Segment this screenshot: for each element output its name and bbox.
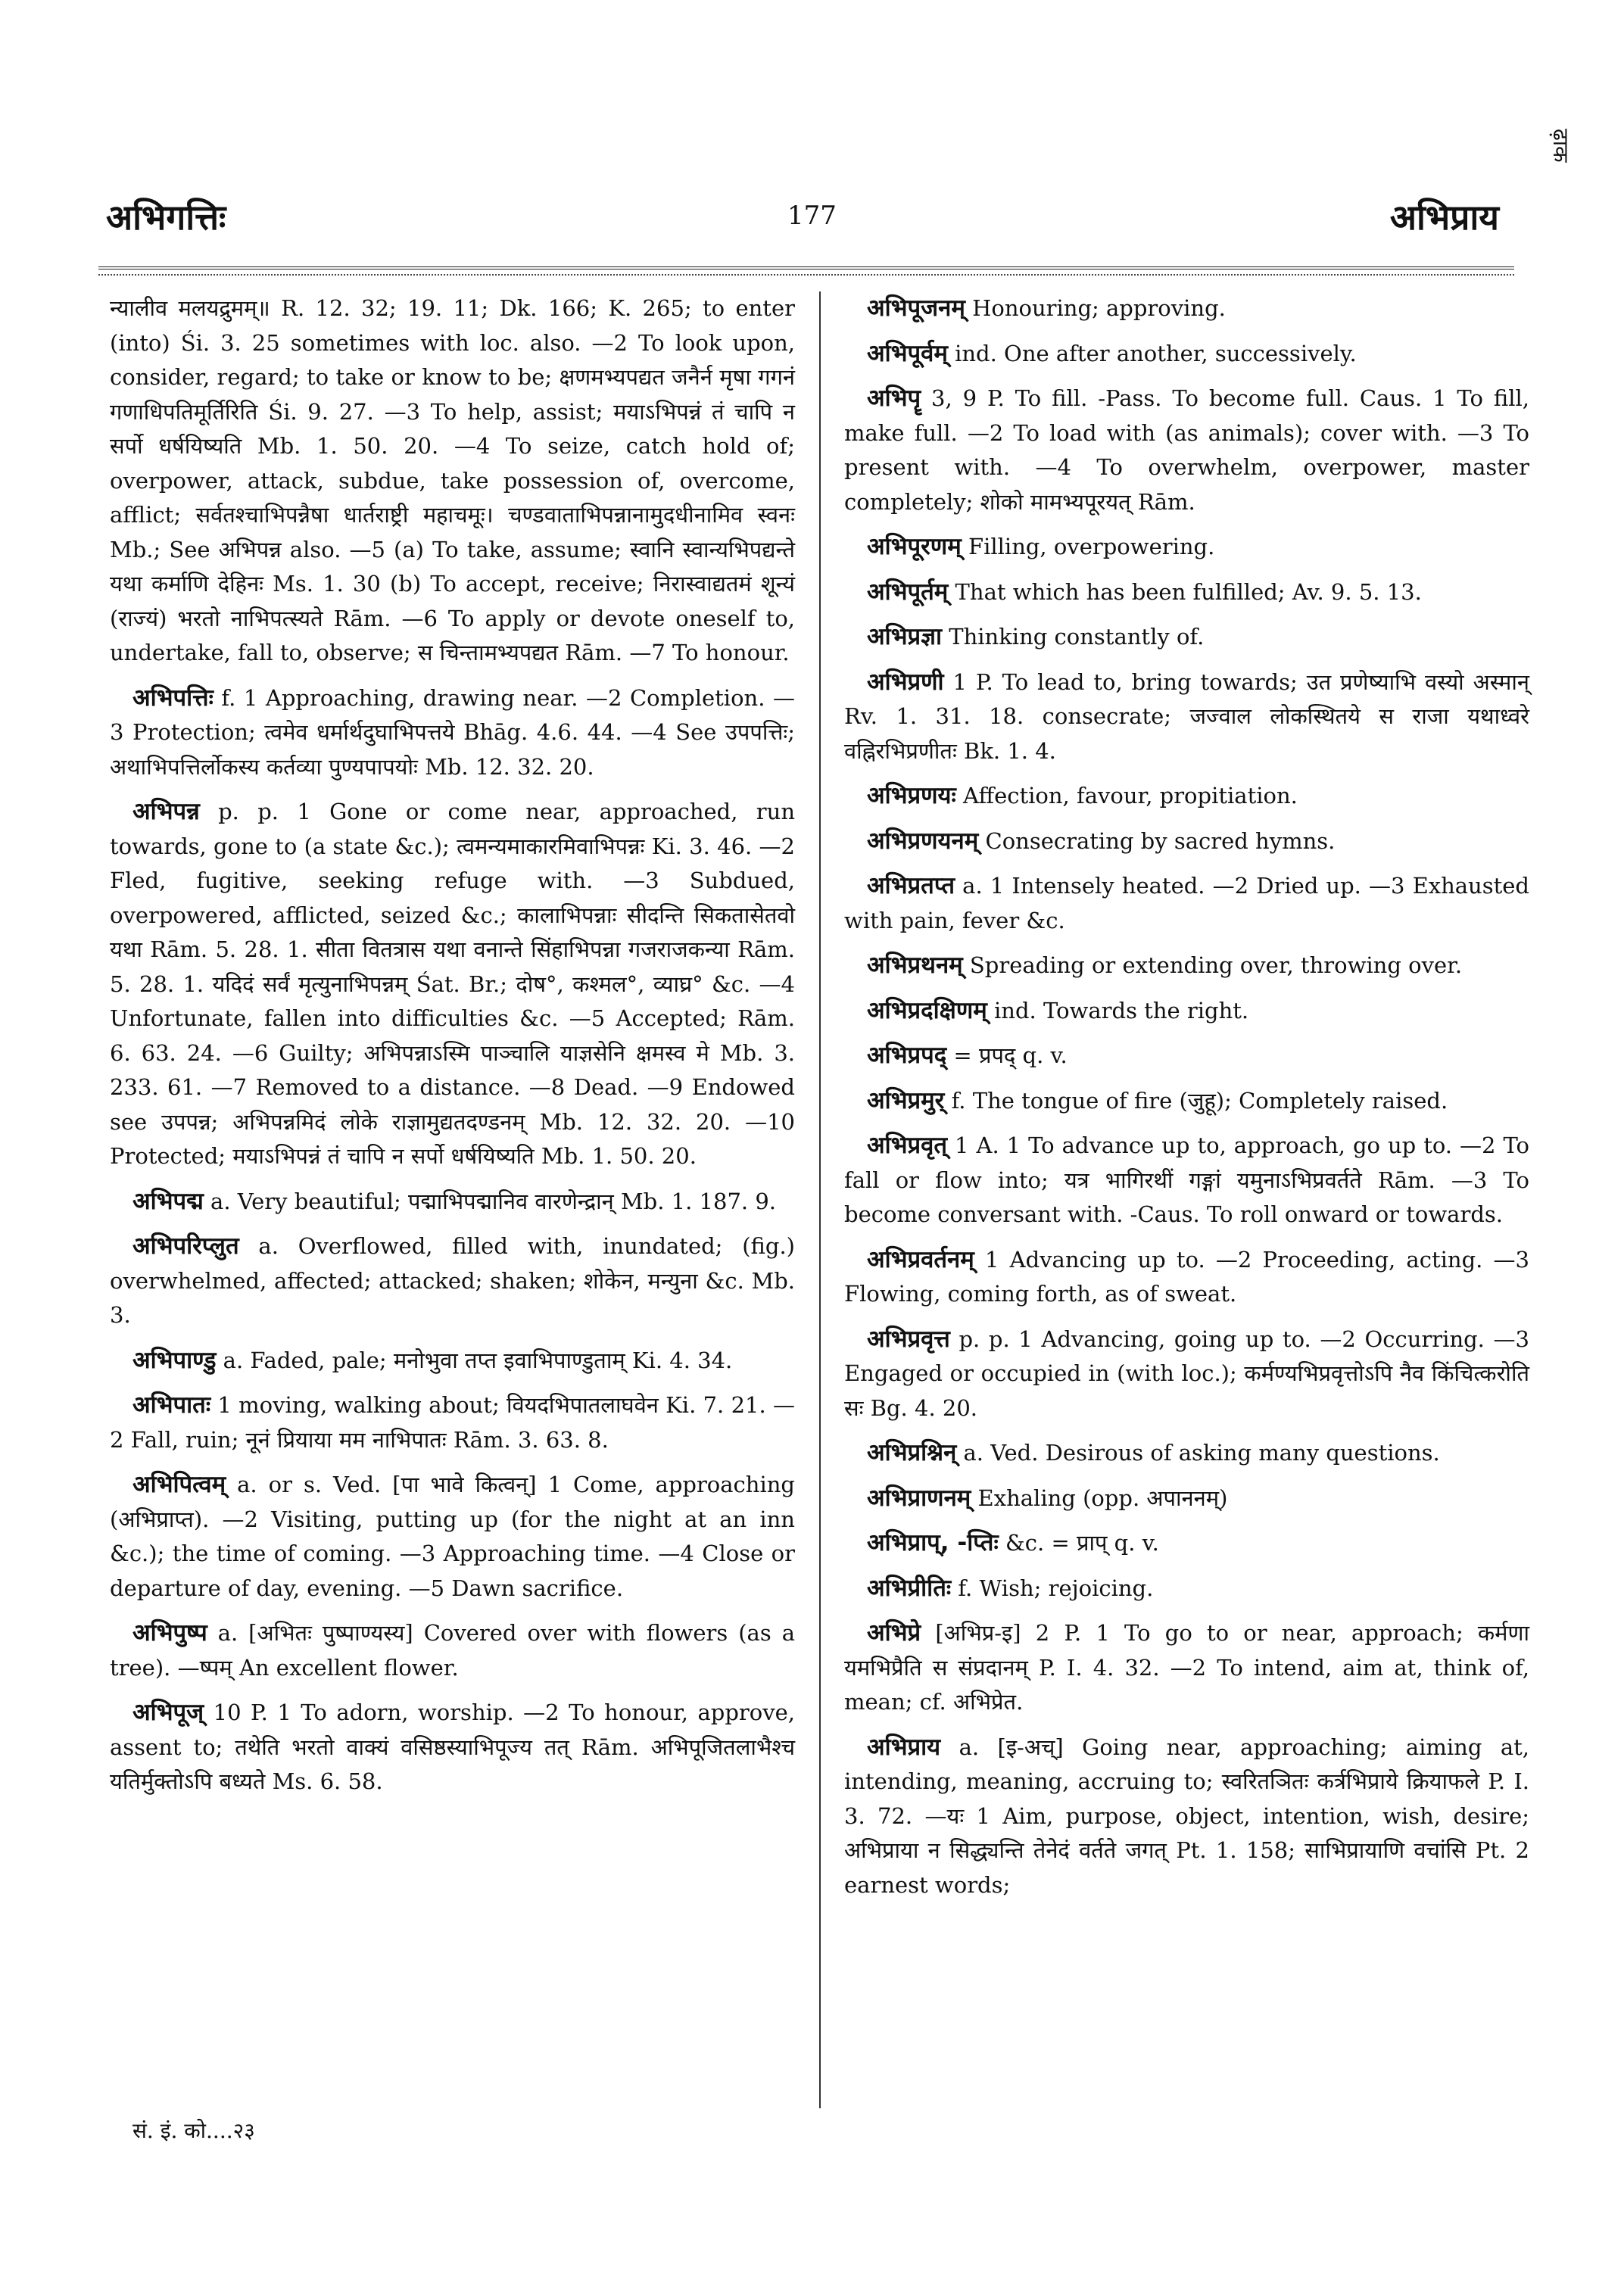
entry-definition: 1 moving, walking about; वियदभिपातलाघवेन Ki. 7. 21. —2 Fall, ruin; नूनं प्रियाया मम नाभिपातः Rām. 3. 63. 8. (110, 1392, 795, 1453)
entry-definition: a. 1 Intensely heated. —2 Dried up. —3 Exhausted with pain, fever &c. (844, 873, 1529, 933)
entry-definition: ind. Towards the right. (987, 997, 1249, 1023)
dictionary-entry (844, 1243, 1529, 1312)
entry-headword: अभिपरिप्लुत (132, 1232, 239, 1260)
entry-definition: a. Ved. Desirous of asking many questions. (956, 1440, 1440, 1466)
dictionary-entry (110, 1344, 795, 1379)
printer-signature: सं. इं. को....२३ (132, 2118, 255, 2143)
entry-headword: अभिपित्वम् (132, 1471, 226, 1498)
entry-definition: a. [अभितः पुष्पाण्यस्य] Covered over with flowers (as a tree). —ष्पम् An excellent flower. (110, 1620, 795, 1681)
entry-headword: अभिप्रीतिः (867, 1574, 952, 1602)
entry-definition: f. Wish; rejoicing. (951, 1575, 1154, 1601)
dictionary-entry (110, 1468, 795, 1606)
entry-definition: &c. = प्राप् q. v. (998, 1530, 1159, 1556)
entry-definition: 3, 9 P. To fill. -Pass. To become full. Caus. 1 To fill, make full. —2 To load with (as animals); cover with. —3 To present with. —4 To overwhelm, overpower, master completely; शोको मामभ्यपूरयत् Rām. (844, 385, 1529, 515)
entry-definition: a. Overflowed, filled with, inundated; (fig.) overwhelmed, affected; attacked; shaken; शोकेन, मन्युना &c. Mb. 3. (110, 1233, 795, 1328)
left-guide-word: अभिगत्तिः (106, 197, 226, 238)
entry-headword: अभिप्रतप्त (867, 872, 955, 899)
page-number: 177 (787, 201, 837, 231)
dictionary-entry (844, 382, 1529, 519)
entry-headword: अभिप्राप्, -प्तिः (867, 1529, 999, 1556)
entry-definition: Thinking constantly of. (942, 624, 1205, 650)
entry-headword: अभिपूज् (132, 1699, 204, 1726)
entry-definition: Spreading or extending over, throwing over. (962, 952, 1463, 978)
entry-headword: अभिपूर्वम् (867, 339, 948, 367)
entry-headword: अभिप्रे (867, 1619, 921, 1647)
dictionary-entry (844, 1323, 1529, 1426)
dictionary-entry (110, 1185, 795, 1220)
entry-headword: अभिपूजनम् (867, 294, 965, 322)
dictionary-entry (844, 291, 1529, 326)
dictionary-entry (844, 1084, 1529, 1119)
dictionary-entry (844, 665, 1529, 769)
entry-definition: a. Faded, pale; मनोभुवा तप्त इवाभिपाण्डुताम् Ki. 4. 34. (216, 1347, 733, 1373)
entry-headword: अभिप्रणयनम् (867, 827, 979, 855)
dictionary-entry (110, 1388, 795, 1457)
entry-definition: p. p. 1 Advancing, going up to. —2 Occurring. —3 Engaged or occupied in (with loc.); कर्मण्यभिप्रवृत्तोऽपि नैव किंचित्करोति सः Bg. 4. 20. (844, 1326, 1529, 1421)
entry-headword: अभिप्राणनम् (867, 1484, 971, 1512)
dictionary-entry (110, 795, 795, 1174)
entry-headword: अभिप्रणयः (867, 782, 956, 809)
entry-definition: 10 P. 1 To adorn, worship. —2 To honour, approve, assent to; तथेति भरतो वाक्यं वसिष्ठस्याभिपूज्य तत् Rām. अभिपूजितलाभैश्च यतिर्मुक्तोऽपि बध्यते Ms. 6. 58. (110, 1699, 795, 1794)
entry-headword: अभिप्रज्ञा (867, 623, 943, 650)
dictionary-entry (844, 994, 1529, 1029)
page-header (106, 193, 1499, 261)
dictionary-entry (844, 779, 1529, 814)
dictionary-entry (844, 869, 1529, 938)
dictionary-entry (844, 530, 1529, 565)
entry-definition: p. p. 1 Gone or come near, approached, run towards, gone to (a state &c.); त्वमन्यमाकारमिवाभिपन्नः Ki. 3. 46. —2 Fled, fugitive, seeking refuge with. —3 Subdued, overpowered, afflicted, seized &c.; कालाभिपन्नाः सीदन्ति सिकतासेतवो यथा Rām. 5. 28. 1. सीता वितत्रास यथा वनान्ते सिंहाभिपन्ना गजराजकन्या Rām. 5. 28. 1. यदिदं सर्वं मृत्युनाभिपन्नम् Śat. Br.; दोष°, कश्मल°, व्याघ्र° &c. —4 Unfortunate, fallen into difficulties &c. —5 Accepted; Rām. 6. 63. 24. —6 Guilty; अभिपन्नाऽस्मि पाञ्चालि याज्ञसेनि क्षमस्व मे Mb. 3. 233. 61. —7 Removed to a distance. —8 Dead. —9 Endowed see उपपन्न; अभिपन्नमिदं लोके राज्ञामुद्यतदण्डनम् Mb. 12. 32. 20. —10 Protected; मयाऽभिपन्नं तं चापि न सर्पो धर्षयिष्यति Mb. 1. 50. 20. (110, 799, 795, 1169)
entry-headword: अभिपूरणम् (867, 533, 962, 560)
dictionary-entry (844, 620, 1529, 655)
entry-definition: ind. One after another, successively. (947, 340, 1357, 366)
entry-definition: [अभिप्र-इ] 2 P. 1 To go to or near, approach; कर्मणा यमभिप्रैति स संप्रदानम् P. I. 4. 32. —2 To intend, aim at, think of, mean; cf. अभिप्रेत. (844, 1620, 1529, 1715)
header-rule-dotted (98, 274, 1514, 276)
entry-headword: अभिपुष्प (132, 1619, 207, 1647)
dictionary-entry (844, 1526, 1529, 1561)
entry-definition: 1 P. To lead to, bring towards; उत प्रणेष्याभि वस्यो अस्मान् Rv. 1. 31. 18. consecrate; जज्वाल लोकस्थितये स राजा यथाध्वरे वह्निरभिप्रणीतः Bk. 1. 4. (844, 668, 1529, 764)
dictionary-entry (844, 575, 1529, 610)
entry-definition: a. Very beautiful; पद्माभिपद्मानिव वारणेन्द्रान् Mb. 1. 187. 9. (203, 1188, 777, 1214)
left-column (110, 291, 795, 1810)
column-divider (819, 291, 821, 2108)
entry-definition: a. or s. Ved. [पा भावे कित्वन्] 1 Come, approaching (अभिप्राप्त). —2 Visiting, putting up (for the night at an inn &c.); the time of coming. —3 Approaching time. —4 Close or departure of day, evening. —5 Dawn sacrifice. (110, 1472, 795, 1601)
entry-headword: अभिप्राय (867, 1733, 941, 1761)
entry-definition: 1 A. 1 To advance up to, approach, go up to. —2 To fall or flow into; यत्र भागिरथीं गङ्गां यमुनाऽभिप्रवर्तते Rām. —3 To become conversant with. -Caus. To roll onward or towards. (844, 1132, 1529, 1227)
entry-headword: अभिपातः (132, 1391, 211, 1419)
dictionary-entry (844, 1572, 1529, 1606)
right-column (844, 291, 1529, 1913)
entry-headword: अभिप्रमुर् (867, 1086, 945, 1114)
dictionary-entry (110, 291, 795, 671)
dictionary-entry (844, 1481, 1529, 1516)
entry-headword: अभिप्रश्निन् (867, 1439, 957, 1466)
dictionary-entry (844, 1129, 1529, 1232)
dictionary-entry (844, 824, 1529, 859)
dictionary-entry (844, 1731, 1529, 1903)
entry-definition: Exhaling (opp. अपाननम्) (971, 1485, 1228, 1511)
dictionary-entry (110, 1696, 795, 1799)
entry-headword: अभिप्रवृत्त (867, 1325, 950, 1353)
entry-definition: न्यालीव मलयद्रुमम्॥ R. 12. 32; 19. 11; Dk. 166; K. 265; to enter (into) Śi. 3. 25 sometimes with loc. also. —2 To look upon, consider, regard; to take or know to be; क्षणमभ्यपद्यत जनैर्न मृषा गगनं गणाधिपतिमूर्तिरिति Śi. 9. 27. —3 To help, assist; मयाऽभिपन्नं तं चापि न सर्पो धर्षयिष्यति Mb. 1. 50. 20. —4 To seize, catch hold of; overpower, attack, subdue, take possession of, overcome, afflict; सर्वतश्चाभिपन्नैषा धार्तराष्ट्री महाचमूः। चण्डवाताभिपन्नानामुदधीनामिव स्वनः Mb.; See अभिपन्न also. —5 (a) To take, assume; स्वानि स्वान्यभिपद्यन्ते यथा कर्माणि देहिनः Ms. 1. 30 (b) To accept, receive; निरास्वाद्यतमं शून्यं (राज्यं) भरतो नाभिपत्स्यते Rām. —6 To apply or devote oneself to, undertake, fall to, observe; स चिन्तामभ्यपद्यत Rām. —7 To honour. (110, 295, 795, 665)
dictionary-entry (844, 1616, 1529, 1720)
dictionary-entry (844, 949, 1529, 983)
entry-definition: 1 Advancing up to. —2 Proceeding, acting. —3 Flowing, coming forth, as of sweat. (844, 1246, 1529, 1307)
entry-definition: f. The tongue of fire (जुहू); Completely raised. (944, 1087, 1448, 1114)
entry-definition: Honouring; approving. (965, 295, 1226, 321)
entry-headword: अभिपाण्डु (132, 1346, 217, 1374)
entry-definition: Affection, favour, propitiation. (955, 783, 1298, 808)
entry-definition: = प्रपद् q. v. (946, 1042, 1068, 1068)
entry-definition: f. 1 Approaching, drawing near. —2 Completion. —3 Protection; त्वमेव धर्मार्थदुघाभिपत्तये Bhāg. 4.6. 44. —4 See उपपत्तिः; अथाभिपत्तिर्लोकस्य कर्तव्या पुण्यपापयोः Mb. 12. 32. 20. (110, 684, 795, 780)
entry-headword: अभिप्रणी (867, 668, 944, 696)
entry-headword: अभिपॄ (867, 385, 921, 412)
entry-headword: अभिप्रपद् (867, 1042, 947, 1069)
entry-definition: a. [इ-अच्] Going near, approaching; aiming at, intending, meaning, accruing to; स्वरितञितः कर्त्रभिप्राये क्रियाफले P. I. 3. 72. —यः 1 Aim, purpose, object, intention, wish, desire; अभिप्राया न सिद्ध्यन्ति तेनेदं वर्तते जगत् Pt. 1. 158; साभिप्रायाणि वचांसि Pt. 2 earnest words; (844, 1734, 1529, 1898)
header-rule (98, 266, 1514, 269)
dictionary-entry (844, 337, 1529, 372)
dictionary-entry (844, 1436, 1529, 1471)
entry-headword: अभिपद्म (132, 1187, 204, 1215)
entry-headword: अभिपन्न (132, 798, 200, 825)
entry-definition: Filling, overpowering. (961, 534, 1215, 559)
margin-mark: ढ़ाक (1548, 129, 1573, 163)
entry-headword: अभिप्रदक्षिणम् (867, 996, 987, 1024)
dictionary-entry (110, 681, 795, 785)
entry-headword: अभिप्रवृत् (867, 1132, 948, 1159)
entry-headword: अभिप्रवर्तनम् (867, 1245, 974, 1273)
right-guide-word: अभिप्राय (1389, 197, 1499, 238)
entry-definition: That which has been fulfilled; Av. 9. 5. 13. (948, 578, 1422, 605)
dictionary-entry (844, 1039, 1529, 1073)
entry-headword: अभिपत्तिः (132, 684, 214, 712)
entry-definition: Consecrating by sacred hymns. (978, 827, 1336, 854)
entry-headword: अभिपूर्तम् (867, 578, 949, 606)
entry-headword: अभिप्रथनम् (867, 952, 963, 979)
dictionary-entry (110, 1229, 795, 1333)
dictionary-entry (110, 1616, 795, 1685)
